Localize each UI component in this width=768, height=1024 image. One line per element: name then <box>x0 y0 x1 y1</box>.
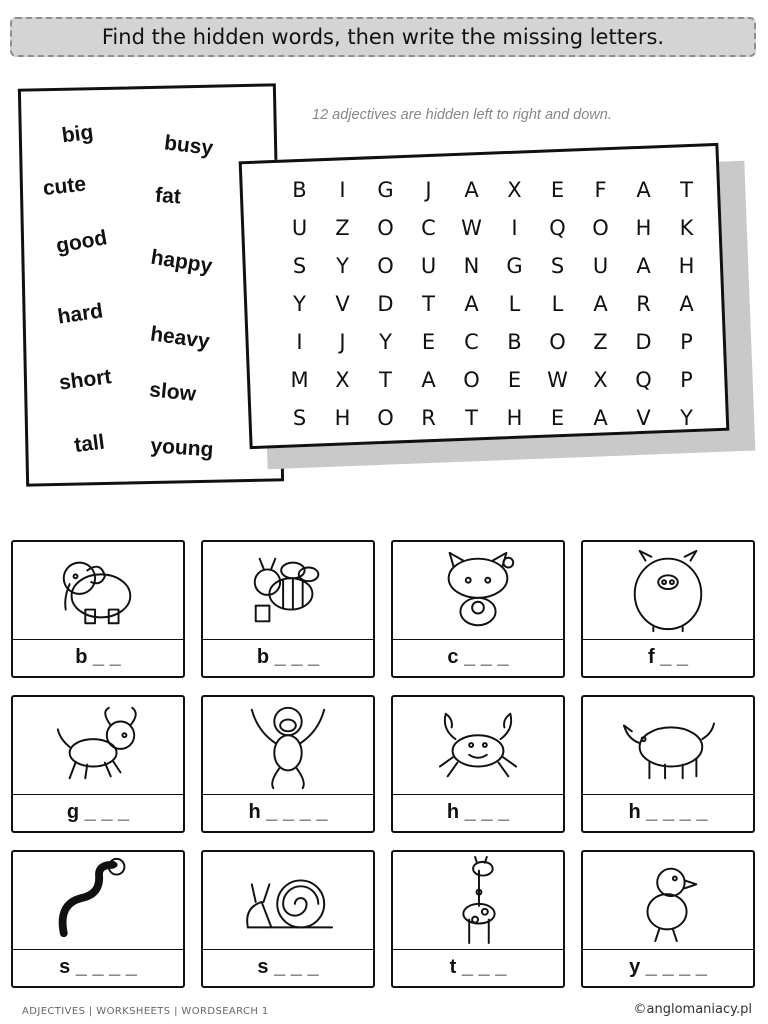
card-divider <box>13 639 183 640</box>
grid-letter: Q <box>635 368 652 392</box>
footer-caption: ADJECTIVES | WORKSHEETS | WORDSEARCH 1 <box>22 1006 269 1017</box>
grid-letter: T <box>379 368 392 392</box>
grid-letter: G <box>506 254 523 278</box>
grid-letter: H <box>506 406 523 430</box>
grid-letter: M <box>290 368 309 392</box>
grid-letter: T <box>680 178 693 202</box>
grid-letter: Q <box>549 216 566 240</box>
grid-letter: A <box>679 292 694 316</box>
grid-letter: O <box>377 254 394 278</box>
picture-card <box>11 695 185 833</box>
grid-letter: I <box>339 178 346 202</box>
copyright-icon: © <box>633 1002 647 1017</box>
kitty-picture <box>393 542 563 638</box>
missing-letters-answer[interactable]: b _ _ <box>75 646 121 668</box>
elephant-picture <box>13 542 183 638</box>
grid-letter: D <box>635 330 652 354</box>
grid-letter: X <box>335 368 350 392</box>
missing-letters-answer[interactable]: h _ _ _ _ <box>248 801 328 823</box>
word-list-item: tall <box>72 430 106 458</box>
grid-letter: O <box>377 216 394 240</box>
missing-letters-answer[interactable]: t _ _ _ <box>449 956 507 978</box>
hint-text: 12 adjectives are hidden left to right and down. <box>312 107 612 123</box>
card-divider <box>203 639 373 640</box>
missing-letters-answer[interactable]: b _ _ _ <box>256 646 320 668</box>
grid-letter: C <box>464 330 479 354</box>
card-divider <box>203 949 373 950</box>
word-list-item: cute <box>41 172 88 201</box>
worm-picture <box>13 852 183 948</box>
grid-letter: R <box>421 406 436 430</box>
card-divider <box>583 794 753 795</box>
missing-letters-answer[interactable]: s _ _ _ <box>257 956 319 978</box>
grid-letter: A <box>636 178 651 202</box>
grid-letter: A <box>464 292 479 316</box>
chick-picture <box>583 852 753 948</box>
word-list-item: young <box>149 434 215 462</box>
word-list-item: short <box>57 365 113 395</box>
card-divider <box>583 949 753 950</box>
instructions-banner <box>10 17 756 57</box>
grid-letter: S <box>292 406 307 430</box>
grid-letter: T <box>465 406 478 430</box>
grid-letter: K <box>679 216 694 240</box>
picture-card <box>11 850 185 988</box>
grid-letter: O <box>377 406 394 430</box>
grid-letter: Y <box>379 330 392 354</box>
picture-card <box>581 695 755 833</box>
missing-letters-answer[interactable]: h _ _ _ _ <box>628 801 708 823</box>
dog-picture <box>13 697 183 793</box>
card-divider <box>13 794 183 795</box>
grid-letter: D <box>377 292 394 316</box>
grid-letter: H <box>635 216 652 240</box>
bee-picture <box>203 542 373 638</box>
grid-letter: I <box>511 216 518 240</box>
grid-letter: T <box>422 292 435 316</box>
card-divider <box>13 949 183 950</box>
grid-letter: V <box>636 406 651 430</box>
picture-card <box>581 850 755 988</box>
giraffe-picture <box>393 852 563 948</box>
grid-letter: W <box>547 368 568 392</box>
card-divider <box>393 949 563 950</box>
grid-letter: S <box>550 254 565 278</box>
word-list-item: fat <box>154 183 182 209</box>
word-list-item: slow <box>148 378 198 406</box>
grid-letter: I <box>296 330 303 354</box>
picture-card <box>391 540 565 678</box>
grid-letter: Y <box>293 292 306 316</box>
grid-letter: E <box>550 178 565 202</box>
picture-card <box>201 850 375 988</box>
missing-letters-answer[interactable]: h _ _ _ <box>446 801 510 823</box>
grid-letter: B <box>292 178 307 202</box>
word-list-item: busy <box>162 131 215 161</box>
grid-letter: Z <box>335 216 350 240</box>
grid-letter: H <box>334 406 351 430</box>
grid-letter: A <box>636 254 651 278</box>
grid-letter: P <box>680 330 693 354</box>
brand-name: anglomaniacy.pl <box>646 1002 752 1017</box>
grid-letter: U <box>592 254 609 278</box>
word-list-item: good <box>54 226 109 258</box>
grid-letter: E <box>550 406 565 430</box>
picture-card <box>11 540 185 678</box>
grid-letter: F <box>594 178 607 202</box>
picture-card <box>581 540 755 678</box>
card-divider <box>393 794 563 795</box>
grid-letter: Z <box>593 330 608 354</box>
grid-letter: A <box>593 292 608 316</box>
rhino-picture <box>583 697 753 793</box>
missing-letters-answer[interactable]: y _ _ _ _ <box>629 956 707 978</box>
grid-letter: G <box>377 178 394 202</box>
card-divider <box>583 639 753 640</box>
grid-letter: B <box>507 330 522 354</box>
word-list-item: happy <box>149 245 214 278</box>
grid-letter: N <box>463 254 480 278</box>
grid-letter: V <box>335 292 350 316</box>
snail-picture <box>203 852 373 948</box>
grid-letter: Y <box>336 254 349 278</box>
grid-letter: E <box>421 330 436 354</box>
grid-letter: A <box>421 368 436 392</box>
grid-letter: R <box>636 292 651 316</box>
grid-letter: P <box>680 368 693 392</box>
crab-picture <box>393 697 563 793</box>
grid-letter: X <box>507 178 522 202</box>
grid-letter: O <box>549 330 566 354</box>
grid-letter: A <box>464 178 479 202</box>
card-divider <box>393 639 563 640</box>
picture-card <box>201 540 375 678</box>
grid-letter: E <box>507 368 522 392</box>
grid-letter: J <box>339 330 346 354</box>
picture-card <box>391 850 565 988</box>
wordsearch-grid <box>278 171 708 437</box>
footer-brand <box>634 1002 752 1017</box>
grid-letter: L <box>508 292 521 316</box>
grid-letter: O <box>592 216 609 240</box>
picture-card <box>391 695 565 833</box>
grid-letter: U <box>420 254 437 278</box>
grid-letter: Y <box>680 406 693 430</box>
word-list-item: hard <box>56 299 105 329</box>
missing-letters-answer[interactable]: s _ _ _ _ <box>59 956 137 978</box>
word-list-item: heavy <box>148 322 212 354</box>
monkey-picture <box>203 697 373 793</box>
grid-letter: H <box>678 254 695 278</box>
grid-letter: O <box>463 368 480 392</box>
missing-letters-answer[interactable]: g _ _ _ <box>66 801 130 823</box>
grid-letter: U <box>291 216 308 240</box>
missing-letters-answer[interactable]: c _ _ _ <box>447 646 509 668</box>
grid-letter: L <box>551 292 564 316</box>
missing-letters-answer[interactable]: f _ _ <box>647 646 689 668</box>
instructions-text: Find the hidden words, then write the missing letters. <box>101 25 665 49</box>
card-divider <box>203 794 373 795</box>
grid-letter: X <box>593 368 608 392</box>
grid-letter: W <box>461 216 482 240</box>
pig-picture <box>583 542 753 638</box>
grid-letter: A <box>593 406 608 430</box>
word-list-item: big <box>60 120 95 148</box>
grid-letter: J <box>425 178 432 202</box>
picture-card <box>201 695 375 833</box>
grid-letter: C <box>421 216 436 240</box>
grid-letter: S <box>292 254 307 278</box>
